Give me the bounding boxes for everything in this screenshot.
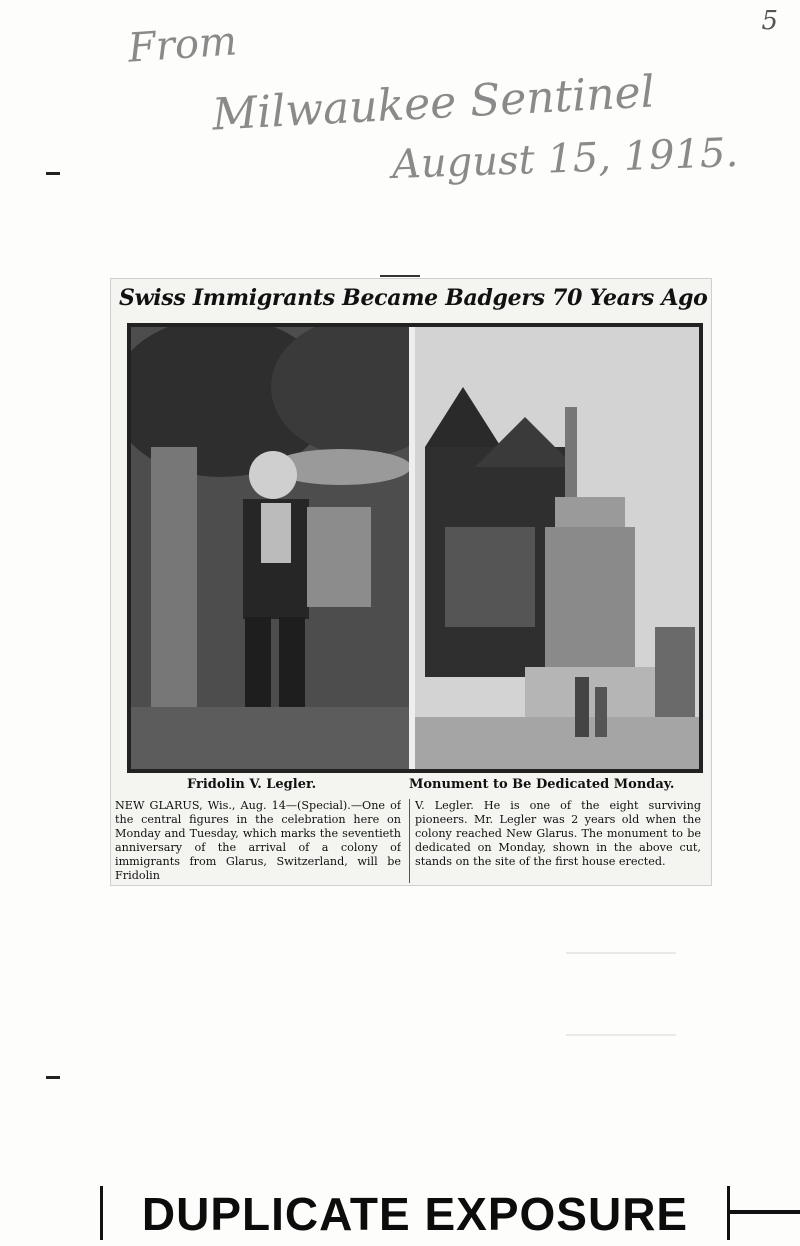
margin-mark <box>46 172 60 175</box>
portrait-illustration <box>131 327 409 769</box>
photo-frame <box>127 323 703 773</box>
stamp-bar <box>730 1210 800 1214</box>
faded-stamp-mark <box>566 952 676 1036</box>
caption-portrait: Fridolin V. Legler. <box>187 777 317 792</box>
caption-monument: Monument to Be Dedicated Monday. <box>409 777 675 792</box>
photo-portrait <box>131 327 409 769</box>
handwritten-date: August 15, 1915. <box>391 129 739 189</box>
handwritten-from: From <box>126 18 239 72</box>
handwritten-newspaper-name: Milwaukee Sentinel <box>210 66 656 141</box>
newspaper-clipping <box>110 278 712 886</box>
article-column-left: NEW GLARUS, Wis., Aug. 14—(Special).—One of the central figures in the celebration here on Monday and Tuesday, which marks the seventieth anniversary of the arrival of a colony of immigrants from Glarus, Switzerland, will be Fridolin <box>115 799 401 882</box>
photo-monument <box>415 327 699 769</box>
clipping-rule <box>380 275 420 277</box>
monument-illustration <box>415 327 699 769</box>
clipping-headline: Swiss Immigrants Became Badgers 70 Years Ago <box>119 285 708 311</box>
margin-mark <box>46 1076 60 1079</box>
duplicate-exposure-stamp: DUPLICATE EXPOSURE <box>100 1186 730 1240</box>
article-column-right: V. Legler. He is one of the eight surviving pioneers. Mr. Legler was 2 years old when the colony reached New Glarus. The monument to be dedicated on Monday, shown in the above cut, stands on the site of the first house erected. <box>415 799 701 868</box>
column-separator <box>409 799 410 883</box>
page-number: 5 <box>761 6 778 36</box>
